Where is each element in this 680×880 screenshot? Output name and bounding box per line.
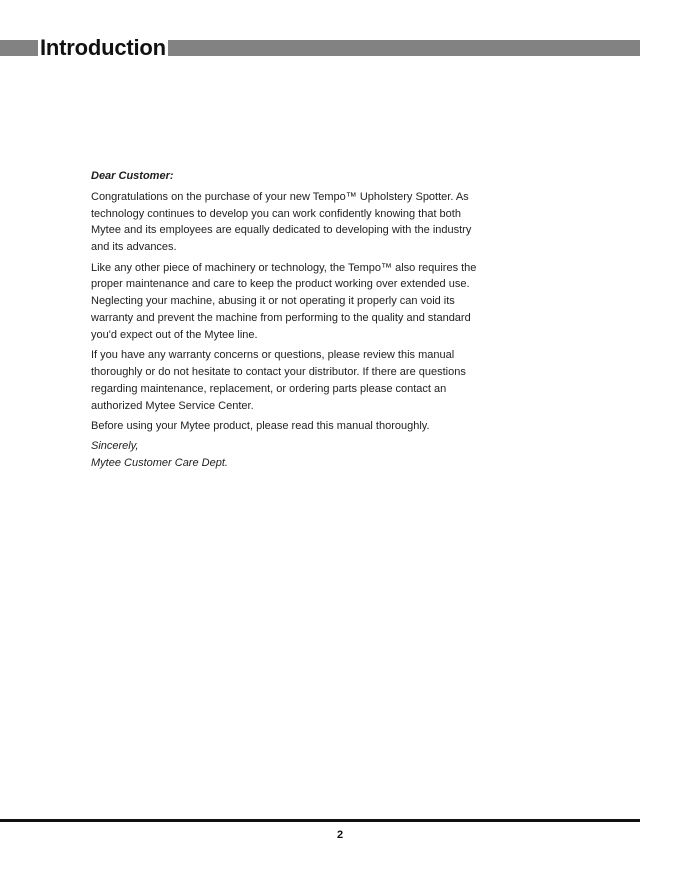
letter-paragraph: If you have any warranty concerns or questions, please review this manual thoroughly or do not hesitate to contact your distributor. If there are questions regarding maintenance, replacement, or ordering parts please contact an authorized Mytee Service Center.: [91, 349, 466, 412]
letter-paragraph: Congratulations on the purchase of your new Tempo™ Upholstery Spotter. As technology continues to develop you can work confidently knowing that both Mytee and its employees are equally dedicated to developing with the industry and its advances.: [91, 190, 472, 254]
footer-divider: [0, 819, 640, 822]
section-header: [0, 35, 640, 60]
letter-signature: Mytee Customer Care Dept.: [91, 457, 228, 470]
letter-salutation: Dear Customer:: [91, 170, 174, 182]
letter-paragraph: Like any other piece of machinery or technology, the Tempo™ also requires the proper maintenance and care to keep the product working over extended use. Neglecting your machine, abusing it or not operating it properly can void its warranty and prevent the machine from performing to the quality and standard you'd expect out of the Mytee line.: [91, 261, 477, 341]
letter-paragraph: Before using your Mytee product, please read this manual thoroughly.: [91, 419, 430, 432]
page-title: Introduction: [40, 35, 166, 60]
letter-closing: Sincerely,: [91, 440, 139, 453]
header-band-right: [168, 40, 640, 56]
customer-letter: [91, 168, 491, 472]
header-band-left: [0, 40, 38, 56]
page-number: 2: [336, 829, 344, 841]
